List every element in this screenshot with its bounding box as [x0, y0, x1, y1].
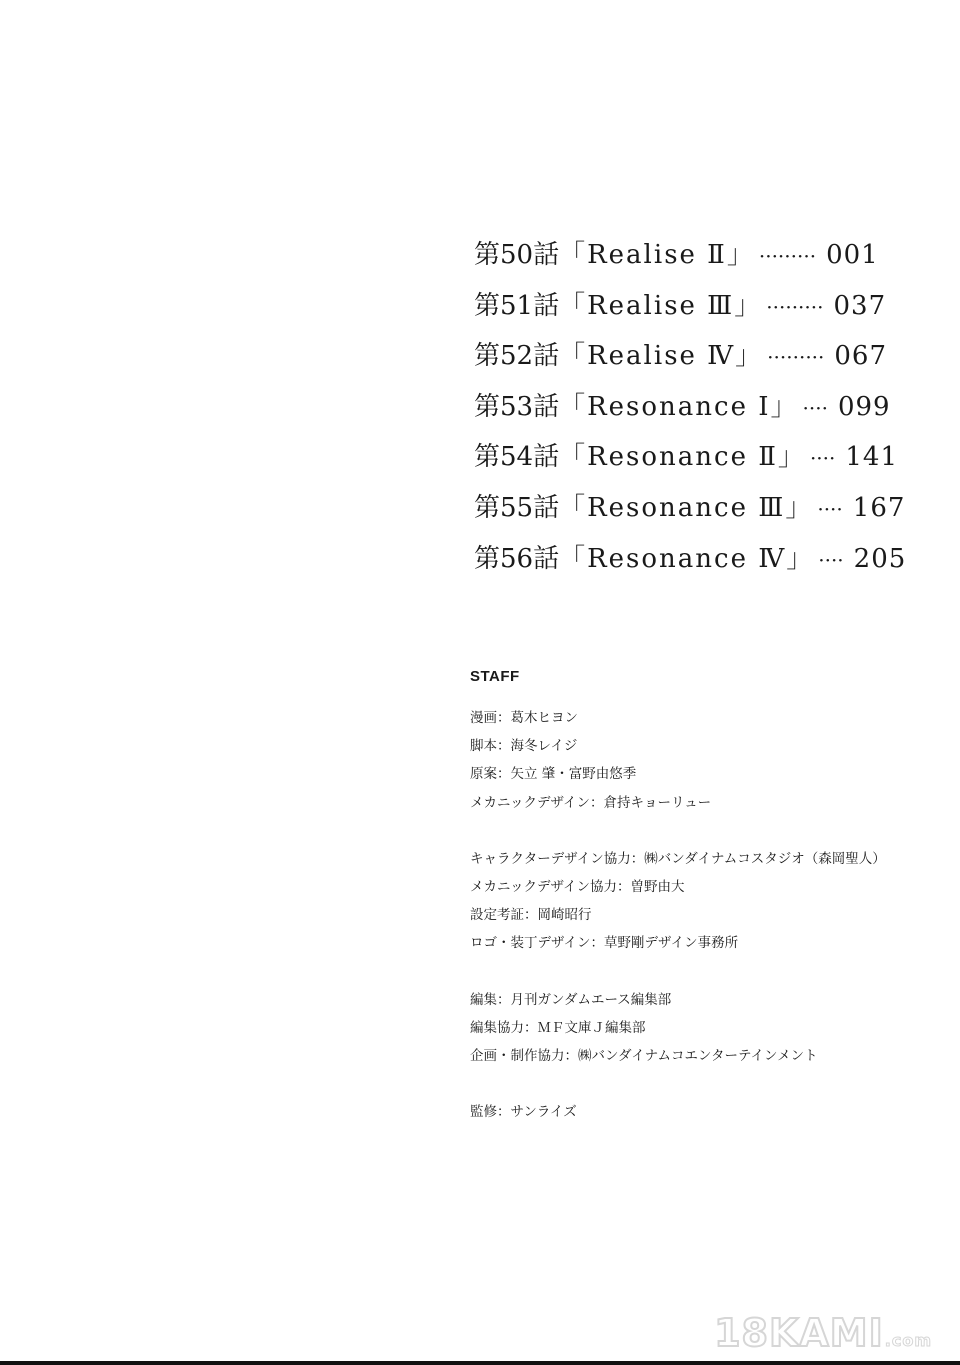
- credit-line: メカニックデザイン協力：曽野由大: [470, 879, 685, 896]
- credit-line: ロゴ・装丁デザイン：草野剛デザイン事務所: [470, 935, 739, 952]
- toc-entry: [474, 538, 914, 589]
- toc-entry: [474, 234, 914, 285]
- page-number: 205: [853, 543, 907, 574]
- chapter-number: 第54話: [474, 442, 560, 473]
- leader-dots: ·········: [758, 244, 817, 268]
- chapter-title: 「Resonance Ⅰ」: [559, 391, 799, 422]
- page-number: 067: [834, 341, 888, 372]
- credit-line: メカニックデザイン：倉持キョーリュー: [470, 794, 712, 811]
- credit-line: 編集協力：ＭＦ文庫Ｊ編集部: [470, 1019, 646, 1036]
- watermark-main: 18KAMI: [714, 1311, 884, 1355]
- toc-entry: [474, 386, 914, 437]
- table-of-contents: [474, 234, 914, 588]
- chapter-title: 「Realise Ⅱ」: [559, 240, 755, 270]
- credit-line: 編集：月刊ガンダムエース編集部: [470, 991, 672, 1008]
- staff-group: [470, 1098, 940, 1126]
- leader-dots: ·········: [766, 294, 824, 319]
- leader-dots: ·········: [767, 345, 825, 370]
- toc-entry: [474, 487, 914, 538]
- toc-entry: [474, 335, 914, 386]
- staff-group: [470, 986, 940, 1071]
- page-number: 167: [852, 492, 906, 523]
- page-number: 141: [845, 442, 899, 473]
- chapter-number: 第56話: [474, 543, 560, 574]
- chapter-title: 「Resonance Ⅳ」: [559, 543, 815, 574]
- watermark-logo: [714, 1311, 932, 1355]
- chapter-title: 「Resonance Ⅱ」: [559, 442, 806, 473]
- credit-line: 漫画：葛木ヒヨン: [470, 710, 578, 726]
- page-number: 099: [837, 391, 891, 422]
- staff-heading: STAFF: [470, 668, 520, 685]
- leader-dots: ····: [802, 395, 828, 420]
- credit-line: 監修：サンライズ: [470, 1104, 577, 1121]
- toc-entry: [474, 285, 914, 336]
- chapter-title: 「Realise Ⅲ」: [559, 290, 763, 321]
- bottom-rule: [0, 1361, 960, 1365]
- chapter-title: 「Resonance Ⅲ」: [559, 492, 814, 523]
- page-number: 037: [833, 290, 887, 321]
- chapter-number: 第53話: [474, 391, 560, 422]
- credit-line: 企画・制作協力：㈱バンダイナムコエンターテインメント: [470, 1048, 818, 1065]
- staff-group: [470, 845, 940, 958]
- leader-dots: ····: [817, 496, 843, 521]
- chapter-number: 第50話: [474, 240, 560, 270]
- credit-line: 脚本：海冬レイジ: [470, 738, 578, 755]
- page-number: 001: [826, 240, 879, 270]
- credit-line: キャラクターデザイン協力：㈱バンダイナムコスタジオ（森岡聖人）: [470, 850, 886, 867]
- toc-entry: [474, 436, 914, 487]
- staff-credits: [470, 704, 940, 1154]
- chapter-number: 第52話: [474, 341, 560, 372]
- leader-dots: ····: [818, 547, 844, 572]
- chapter-number: 第51話: [474, 290, 560, 321]
- watermark-suffix: .com: [884, 1331, 932, 1350]
- chapter-title: 「Realise Ⅳ」: [559, 341, 764, 372]
- leader-dots: ····: [809, 446, 836, 471]
- credit-line: 設定考証：岡崎昭行: [470, 907, 592, 924]
- chapter-number: 第55話: [474, 492, 560, 523]
- staff-group: [470, 704, 940, 817]
- credit-line: 原案：矢立 肇・富野由悠季: [470, 766, 637, 783]
